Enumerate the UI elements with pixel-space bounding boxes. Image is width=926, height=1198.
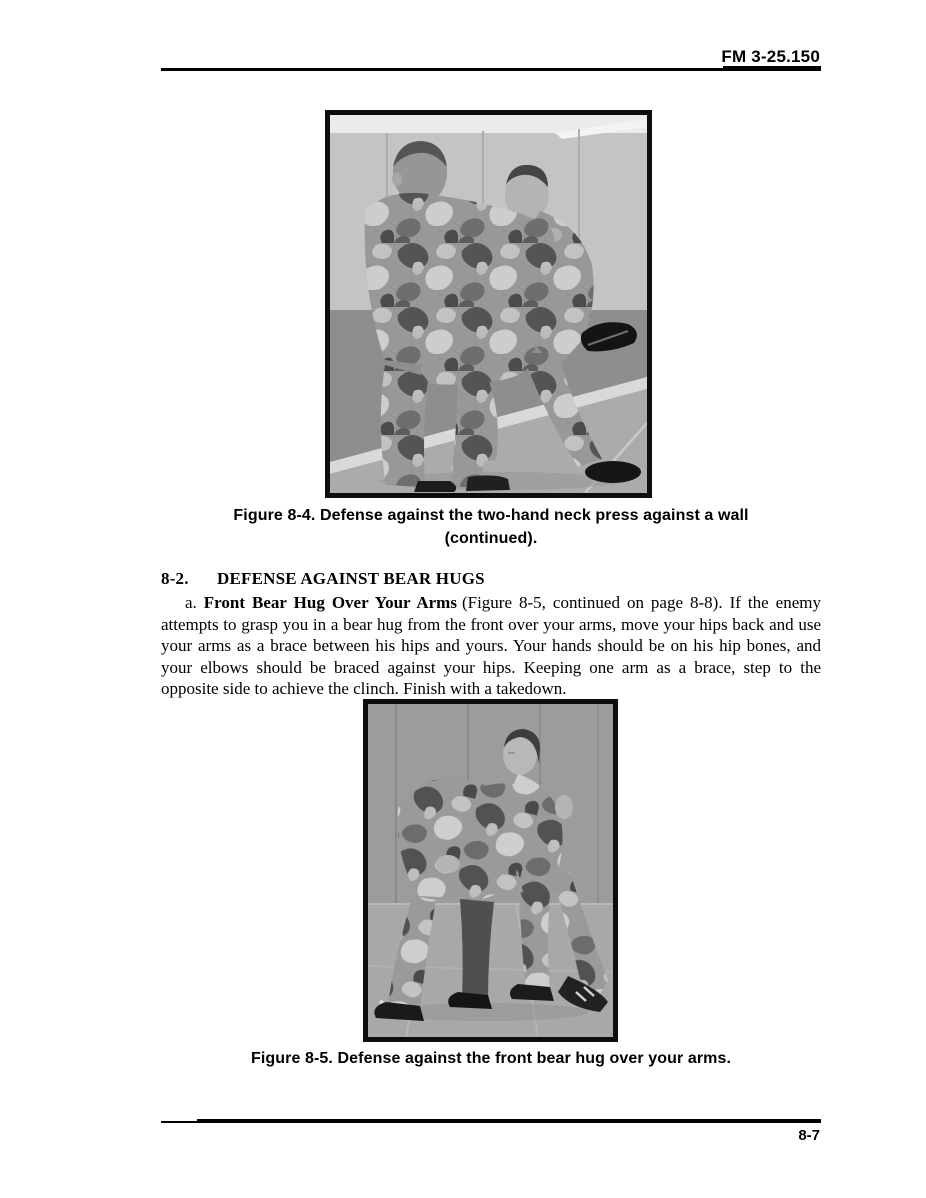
- document-id: FM 3-25.150: [721, 47, 820, 66]
- figure-8-5-frame: [363, 699, 618, 1042]
- header-rule: [161, 68, 821, 71]
- figure-8-5-caption: Figure 8-5. Defense against the front bear hug over your arms.: [250, 1050, 732, 1067]
- paragraph-text: (Figure 8-5, continued on page 8-8). If the enemy attempts to grasp you in a bear hug from the front over your arms, move your hips back and use your arms as a brace between his hips and yours. Your hands should be on his hip bones, and your elbows should be braced against your hips. Keeping one arm as a brace, step to the opposite side to achieve the clinch. Finish with a takedown.: [161, 593, 821, 698]
- footer-rule: [197, 1119, 821, 1123]
- header-rule-thick-segment: [723, 66, 821, 71]
- page-number: 8-7: [798, 1127, 820, 1144]
- figure-8-5-photo: [368, 704, 613, 1037]
- figure-8-4-caption-line-1: Figure 8-4. Defense against the two-hand neck press against a wall: [233, 507, 749, 524]
- paragraph-label: a.: [185, 593, 197, 612]
- figure-8-4-frame: [325, 110, 652, 498]
- figure-8-4-caption: [161, 504, 821, 550]
- section-heading: [161, 569, 821, 589]
- paragraph-lead-bold: Front Bear Hug Over Your Arms: [203, 593, 457, 612]
- footer-rule-thin-segment: [161, 1121, 199, 1123]
- section-title: DEFENSE AGAINST BEAR HUGS: [217, 569, 485, 588]
- body-paragraph: [161, 592, 821, 700]
- section-number: 8-2.: [161, 569, 189, 588]
- figure-8-4-caption-line-2: (continued).: [444, 530, 538, 547]
- figure-8-4-photo: [330, 115, 647, 493]
